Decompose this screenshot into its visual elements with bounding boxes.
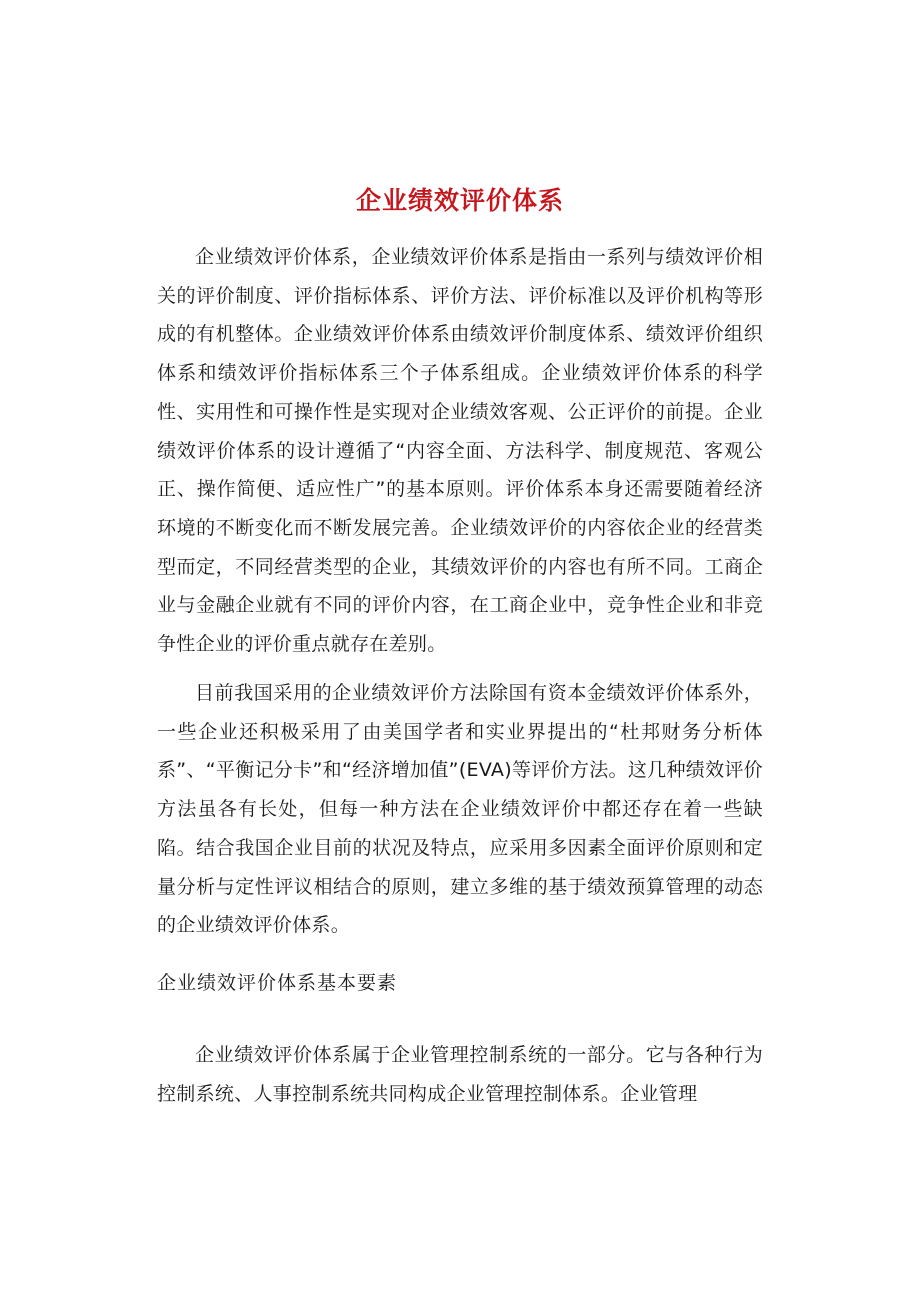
paragraph-intro: 企业绩效评价体系，企业绩效评价体系是指由一系列与绩效评价相关的评价制度、评价指标体系、评价方法、评价标准以及评价机构等形成的有机整体。企业绩效评价体系由绩效评价制度体系、绩效评价组织体系和绩效评价指标体系三个子体系组成。企业绩效评价体系的科学性、实用性和可操作性是实现对企业绩效客观、公正评价的前提。企业绩效评价体系的设计遵循了“内容全面、方法科学、制度规范、客观公正、操作简便、适应性广”的基本原则。评价体系本身还需要随着经济环境的不断变化而不断发展完善。企业绩效评价的内容依企业的经营类型而定，不同经营类型的企业，其绩效评价的内容也有所不同。工商企业与金融企业就有不同的评价内容，在工商企业中，竞争性企业和非竞争性企业的评价重点就存在差别。 [157, 246, 763, 656]
paragraph-methods: 目前我国采用的企业绩效评价方法除国有资本金绩效评价体系外，一些企业还积极采用了由美国学者和实业界提出的“杜邦财务分析体系”、“平衡记分卡”和“经济增加值”(EVA)等评价方法。这几种绩效评价方法虽各有长处，但每一种方法在企业绩效评价中都还存在着一些缺陷。结合我国企业目前的状况及特点，应采用多因素全面评价原则和定量分析与定性评议相结合的原则，建立多维的基于绩效预算管理的动态的企业绩效评价体系。 [157, 682, 763, 937]
document-title: 企业绩效评价体系 [355, 185, 564, 215]
section-heading: 企业绩效评价体系基本要素 [157, 972, 398, 994]
paragraph-basic-elements: 企业绩效评价体系属于企业管理控制系统的一部分。它与各种行为控制系统、人事控制系统共同构成企业管理控制体系。企业管理 [157, 1044, 763, 1105]
